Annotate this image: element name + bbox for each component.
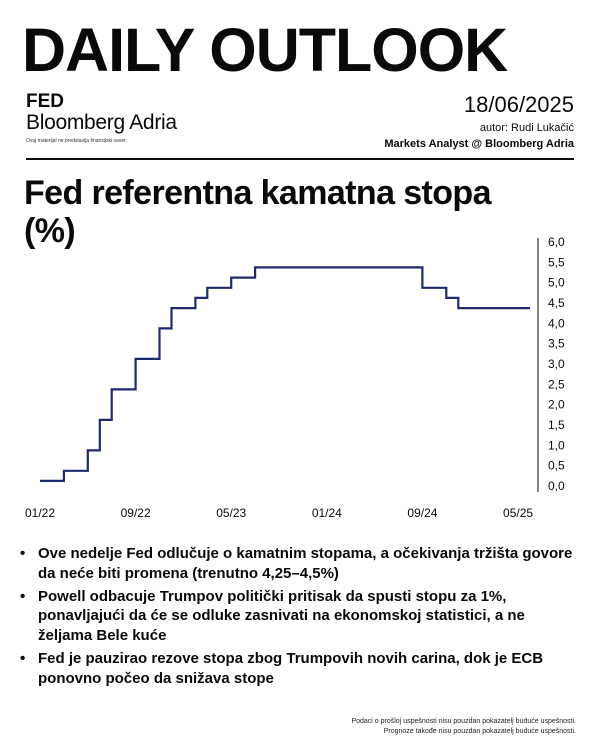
masthead-title: DAILY OUTLOOK [22,16,508,84]
x-tick-label: 01/22 [24,506,56,520]
section-label: FED [26,91,64,112]
brand-name: Bloomberg Adria [26,111,177,134]
chart-title: Fed referentna kamatna stopa (%) [24,174,491,251]
author-line: autor: Rudi Lukačić [479,122,574,134]
bullet-item [20,544,580,584]
x-tick-label: 09/22 [120,506,151,520]
bullet-list [20,544,580,692]
x-tick-label: 09/24 [407,506,438,520]
y-tick-label: 6,0 [548,235,565,249]
rate-series-line [40,267,530,481]
y-tick-label: 3,5 [548,336,565,351]
bullet-marker: • [20,545,26,562]
y-tick-label: 1,5 [548,418,565,432]
y-tick-label: 0,0 [548,479,565,493]
y-tick-label: 1,0 [548,438,565,453]
author-role: Markets Analyst @ Bloomberg Adria [384,138,574,150]
y-tick-label: 4,5 [548,296,565,310]
y-tick-label: 2,0 [548,397,565,412]
footer-disclaimer-2: Prognoze takođe nisu pouzdan pokazatelj buduće uspešnosti. [383,728,576,735]
bullet-marker: • [20,649,26,667]
bullet-text: Powell odbacuje Trumpov politički pritisak da spusti stopu za 1%, ponavljajući da će se odluke zasnivati na ekonomskoj statistici, a ne željama Bele kuće [38,587,525,645]
y-tick-label: 5,0 [548,275,565,290]
y-tick-label: 5,5 [548,255,565,270]
footer-disclaimer-1: Podaci o prošloj uspešnosti nisu pouzdan pokazatelj buduće uspešnosti. [351,718,576,725]
publication-date: 18/06/2025 [463,92,574,117]
bullet-marker: • [20,587,26,605]
y-tick-label: 0,5 [548,458,565,473]
x-tick-label: 05/23 [216,506,247,520]
bullet-text: Fed je pauzirao rezove stopa zbog Trumpovih novih carina, dok je ECB ponovno počeo da snižava stope [38,649,544,687]
y-tick-label: 2,5 [548,377,565,392]
small-disclaimer: Ovaj materijal ne predstavlja finansijski savet. [26,138,127,144]
y-tick-label: 3,0 [548,357,565,371]
x-tick-label: 05/25 [503,506,534,520]
y-tick-label: 4,0 [548,316,565,331]
x-tick-label: 01/24 [311,506,342,520]
bullet-text: Ove nedelje Fed odlučuje o kamatnim stopama, a očekivanja tržišta govore da neće biti promena (trenutno 4,25–4,5%) [38,545,573,582]
bullet-item [20,587,580,646]
bullet-item [20,649,580,689]
